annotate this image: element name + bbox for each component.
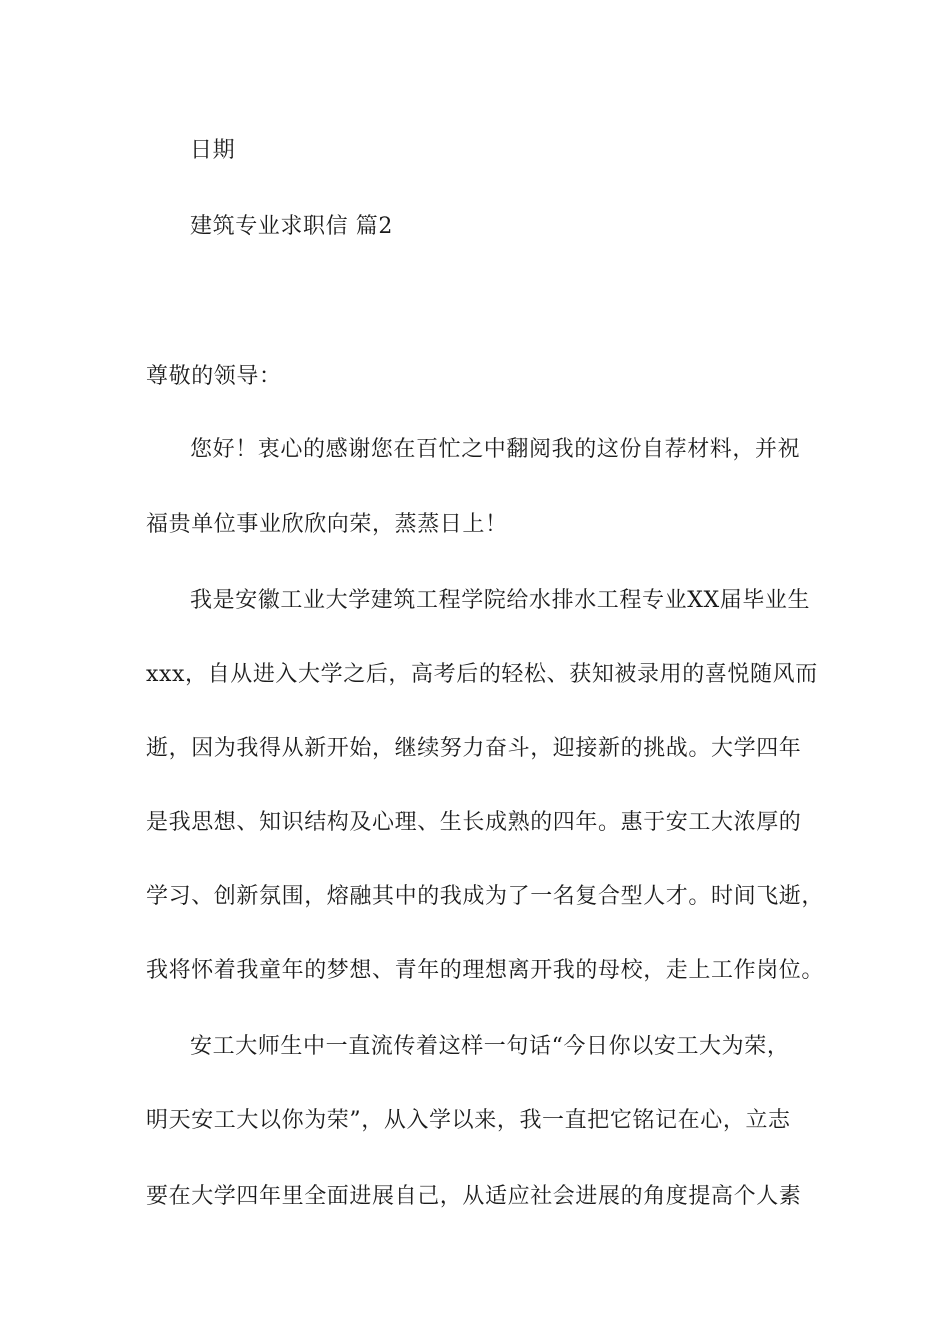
paragraph-line: 是我思想、知识结构及心理、生长成熟的四年。惠于安工大浓厚的	[146, 810, 802, 835]
paragraph-line: 您好！衷心的感谢您在百忙之中翻阅我的这份自荐材料，并祝	[190, 437, 801, 462]
paragraph-line: 要在大学四年里全面进展自己，从适应社会进展的角度提高个人素	[146, 1184, 802, 1209]
paragraph-line: 逝，因为我得从新开始，继续努力奋斗，迎接新的挑战。大学四年	[146, 736, 802, 761]
section-title: 建筑专业求职信 篇2	[190, 214, 393, 239]
salutation: 尊敬的领导：	[146, 364, 282, 389]
date-label: 日期	[190, 138, 236, 163]
paragraph-line: 福贵单位事业欣欣向荣，蒸蒸日上！	[146, 512, 508, 537]
paragraph-line: 安工大师生中一直流传着这样一句话“今日你以安工大为荣，	[190, 1034, 790, 1059]
paragraph-line: xxx，自从进入大学之后，高考后的轻松、获知被录用的喜悦随风而	[146, 662, 818, 687]
paragraph-line: 明天安工大以你为荣”，从入学以来，我一直把它铭记在心，立志	[146, 1108, 791, 1133]
paragraph-line: 我是安徽工业大学建筑工程学院给水排水工程专业XX届毕业生	[190, 588, 811, 613]
paragraph-line: 学习、创新氛围，熔融其中的我成为了一名复合型人才。时间飞逝，	[146, 884, 825, 909]
paragraph-line: 我将怀着我童年的梦想、青年的理想离开我的母校，走上工作岗位。	[146, 958, 825, 983]
